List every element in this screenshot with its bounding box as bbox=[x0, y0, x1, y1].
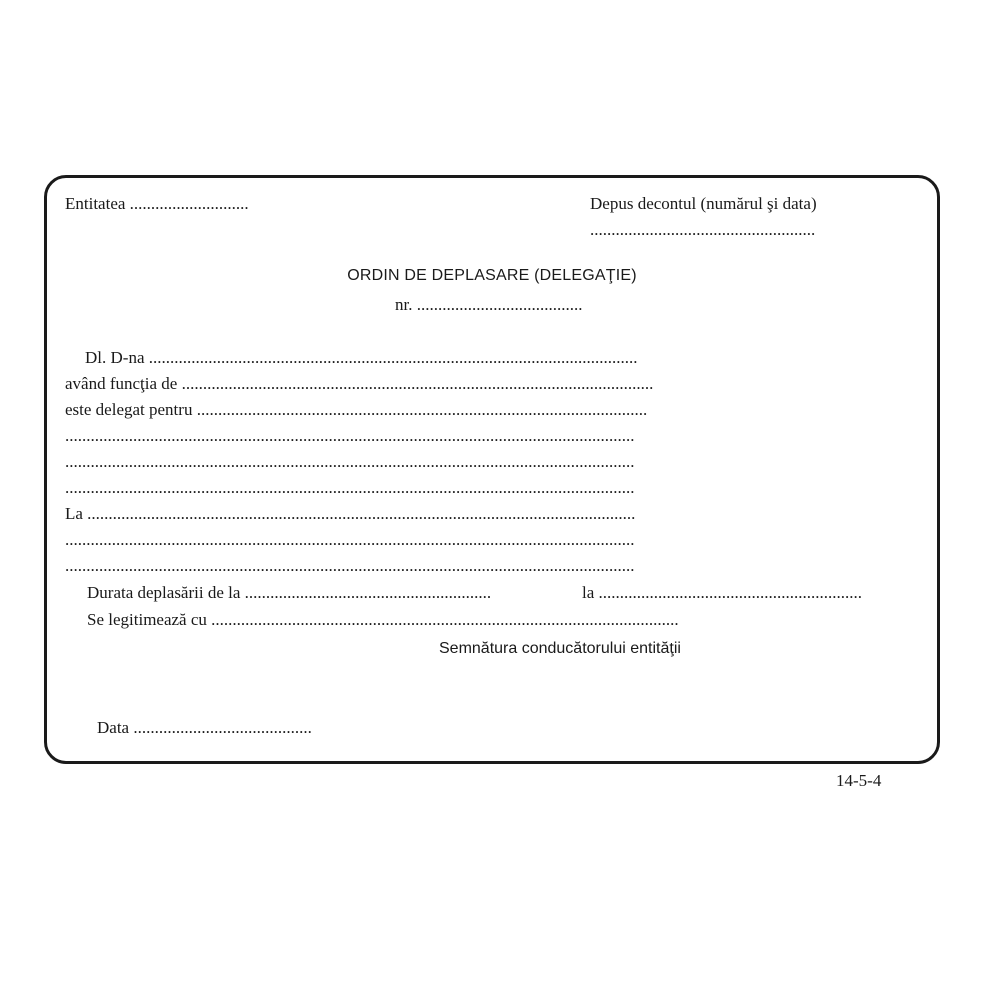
identification-field: Se legitimează cu .............................................................................................................. bbox=[87, 610, 679, 629]
manager-signature-label: Semnătura conducătorului entităţii bbox=[439, 640, 681, 657]
date-field: Data .......................................... bbox=[97, 718, 312, 737]
delegated-for-field: este delegat pentru .......................................................................................................... bbox=[65, 400, 648, 419]
blank-line: ...................................................................................................................................... bbox=[65, 478, 635, 497]
delegation-order-form bbox=[44, 175, 940, 764]
blank-line: ...................................................................................................................................... bbox=[65, 530, 635, 549]
function-field: având funcţia de ............................................................................................................... bbox=[65, 374, 654, 393]
blank-line: ...................................................................................................................................... bbox=[65, 452, 635, 471]
form-code: 14-5-4 bbox=[836, 771, 882, 790]
duration-to-field: la .............................................................. bbox=[582, 583, 863, 602]
form-title: ORDIN DE DEPLASARE (DELEGAŢIE) bbox=[347, 267, 637, 284]
settlement-field: ..................................................... bbox=[590, 220, 816, 239]
destination-field: La ................................................................................................................................. bbox=[65, 504, 636, 523]
duration-from-field: Durata deplasării de la .......................................................... bbox=[87, 583, 492, 602]
order-number-field: nr. ....................................... bbox=[395, 295, 583, 314]
entity-field: Entitatea ............................ bbox=[65, 194, 249, 213]
blank-line: ...................................................................................................................................... bbox=[65, 426, 635, 445]
person-field: Dl. D-na ................................................................................................................... bbox=[85, 348, 638, 367]
settlement-label: Depus decontul (numărul şi data) bbox=[590, 194, 817, 213]
blank-line: ...................................................................................................................................... bbox=[65, 556, 635, 575]
